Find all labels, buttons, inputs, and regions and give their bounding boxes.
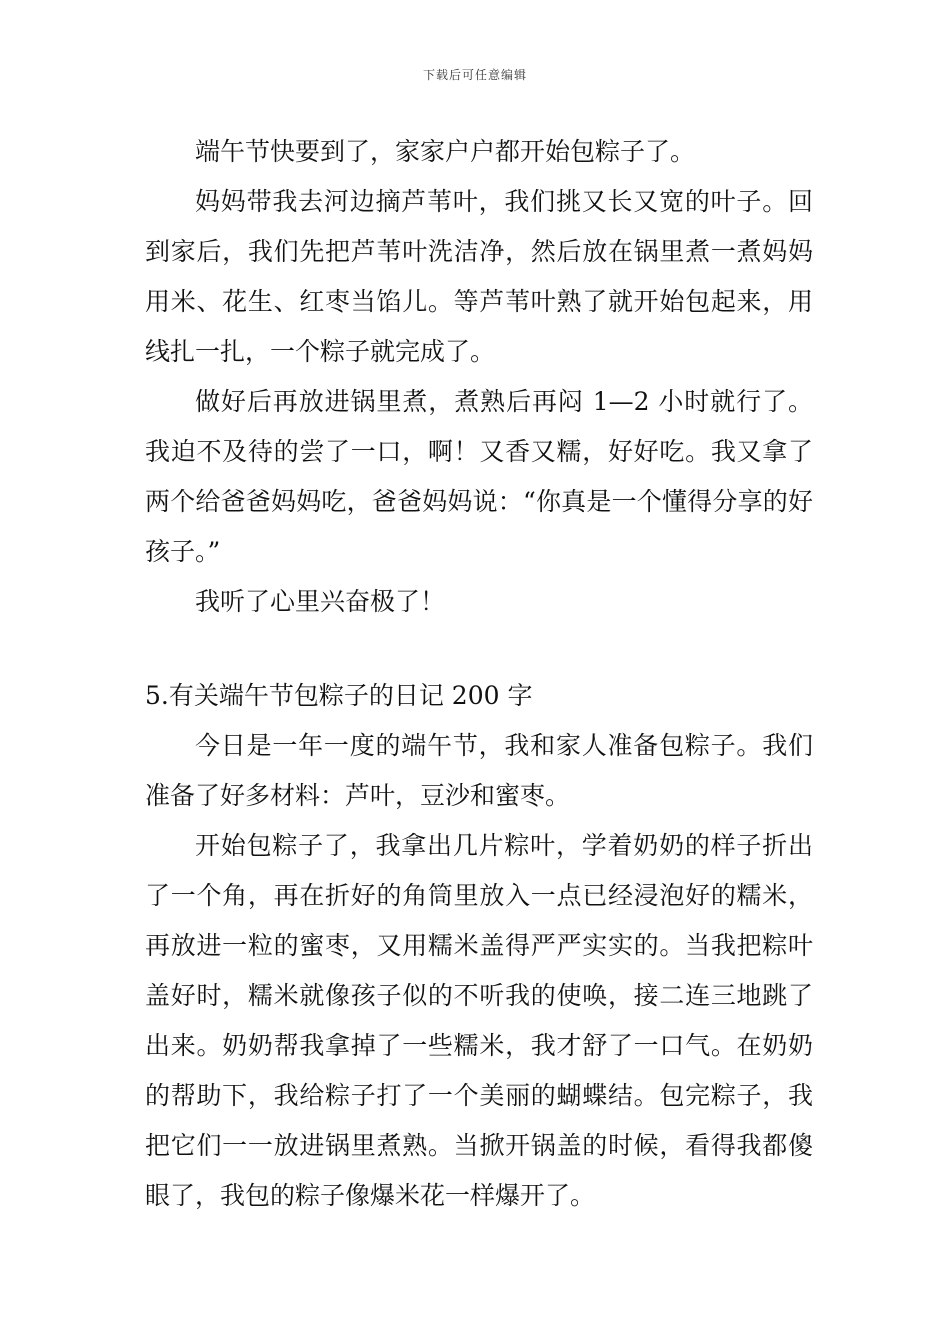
paragraph: 做好后再放进锅里煮，煮熟后再闷 1—2 小时就行了。我迫不及待的尝了一口，啊！又香又糯，好好吃。我又拿了两个给爸爸妈妈吃，爸爸妈妈说：“你真是一个懂得分享的好孩子。” — [145, 387, 813, 566]
document-body — [145, 127, 813, 1221]
section-heading: 5.有关端午节包粽子的日记 200 字 — [145, 681, 533, 710]
paragraph: 妈妈带我去河边摘芦苇叶，我们挑又长又宽的叶子。回到家后，我们先把芦苇叶洗洁净，然后放在锅里煮一煮妈妈用米、花生、红枣当馅儿。等芦苇叶熟了就开始包起来，用线扎一扎，一个粽子就完成了。 — [145, 187, 813, 366]
paragraph: 我听了心里兴奋极了！ — [195, 587, 446, 616]
paragraph: 端午节快要到了，家家户户都开始包粽子了。 — [195, 137, 696, 166]
paragraph: 今日是一年一度的端午节，我和家人准备包粽子。我们准备了好多材料：芦叶，豆沙和蜜枣。 — [145, 731, 813, 810]
page-header-note: 下载后可任意编辑 — [422, 68, 527, 82]
paragraph: 开始包粽子了，我拿出几片粽叶，学着奶奶的样子折出了一个角，再在折好的角筒里放入一点已经浸泡好的糯米，再放进一粒的蜜枣，又用糯米盖得严严实实的。当我把粽叶盖好时，糯米就像孩子似的不听我的使唤，接二连三地跳了出来。奶奶帮我拿掉了一些糯米，我才舒了一口气。在奶奶的帮助下，我给粽子打了一个美丽的蝴蝶结。包完粽子，我把它们一一放进锅里煮熟。当掀开锅盖的时候，看得我都傻眼了，我包的粽子像爆米花一样爆开了。 — [145, 831, 813, 1210]
